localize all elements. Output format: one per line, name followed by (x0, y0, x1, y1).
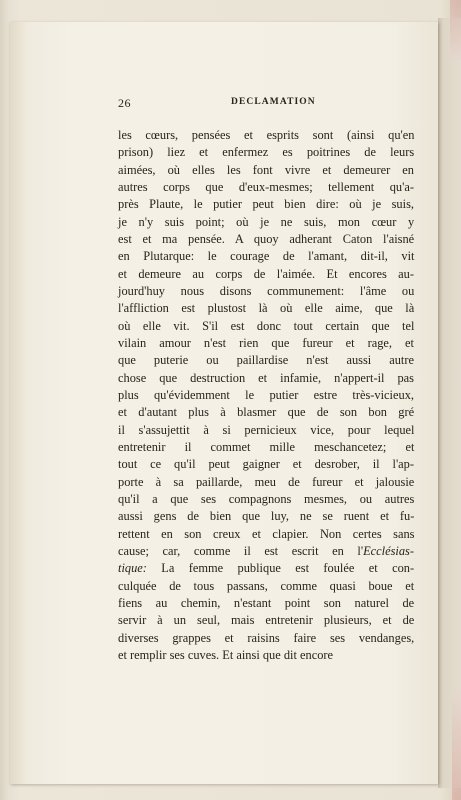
running-head: DECLAMATION (231, 97, 316, 107)
text-line: les cœurs, pensées et esprits sont (ainsi qu'en (118, 128, 415, 142)
text-line: fiens au chemin, n'estant point son naturel de (118, 595, 415, 610)
text-line: près Plaute, le putier peut bien dire: où je suis, (118, 197, 414, 212)
italic-book-title: Ecclésias- (363, 543, 414, 558)
text-line: l'affliction est plustost là où elle aime, que là (118, 301, 415, 316)
text-line-with-italic (118, 560, 414, 577)
text-line: vilain amour n'est rien que fureur et rage, et (118, 335, 414, 350)
page-edge-stack (438, 18, 461, 788)
text-line: qu'il a que ses compagnons mesmes, ou autres (118, 491, 415, 506)
text-line: jourd'huy nous disons communement: l'âme ou (118, 283, 415, 298)
text-line: en Plutarque: le courage de l'amant, dit-il, vit (118, 249, 415, 264)
text-line: entretenir il commet mille meschancetez; et (118, 439, 415, 454)
text-line: est et ma pensée. A quoy adherant Caton l'aisné (118, 231, 415, 246)
text-line: servir à un seul, mais entretenir plusieurs, et de (118, 613, 415, 628)
text-line: autres corps que d'eux-mesmes; tellement qu'a- (118, 179, 414, 194)
text-line: et d'autant plus à blasmer que de son bon gré (118, 405, 415, 420)
text-line: et remplir ses cuves. Et ainsi que dit encore (118, 647, 334, 662)
text-line: où elle vit. S'il est donc tout certain que tel (118, 318, 415, 333)
body-text (118, 127, 414, 664)
text-line: culquée de tous passans, comme quasi boue et (118, 578, 415, 593)
text-line: que puterie ou paillardise n'est aussi autre (118, 353, 414, 368)
red-edge-mark-bottom (452, 690, 461, 800)
red-edge-mark-top (450, 0, 461, 60)
text-line: diverses grappes et raisins faire ses vendanges, (118, 630, 415, 645)
text-line: plus qu'évidemment le putier estre très-vicieux, (118, 387, 414, 402)
text-line: aussi gens de bien que luy, ne se ruent et fu- (118, 509, 415, 524)
text-line: tout ce qu'il peut gaigner et desrober, il l'ap- (118, 457, 414, 472)
text-segment: La femme publique est foulée et con- (146, 561, 415, 576)
text-segment: cause; car, comme il est escrit en l' (118, 543, 364, 558)
text-line: prison) liez et enfermez es poitrines de leurs (118, 145, 415, 160)
text-line: porte à sa paillarde, meu de fureur et jalousie (118, 474, 415, 489)
text-line: chose que destruction et infamie, n'appert-il pas (118, 370, 414, 385)
text-line: je n'y suis point; où je ne suis, mon cœur y (118, 214, 415, 229)
text-line: et demeure au corps de l'aimée. Et encores au- (118, 266, 414, 281)
text-line: aimées, où elles les font vivre et demeurer en (118, 162, 414, 177)
page-number: 26 (118, 96, 131, 110)
text-line: rettent en son creux et clapier. Non certes sans (118, 526, 415, 541)
text-line-with-italic (118, 543, 414, 560)
italic-book-title: tique: (118, 561, 147, 576)
page-header (118, 96, 422, 114)
text-line: il s'assujettit à si pernicieux vice, pour lequel (118, 422, 415, 437)
